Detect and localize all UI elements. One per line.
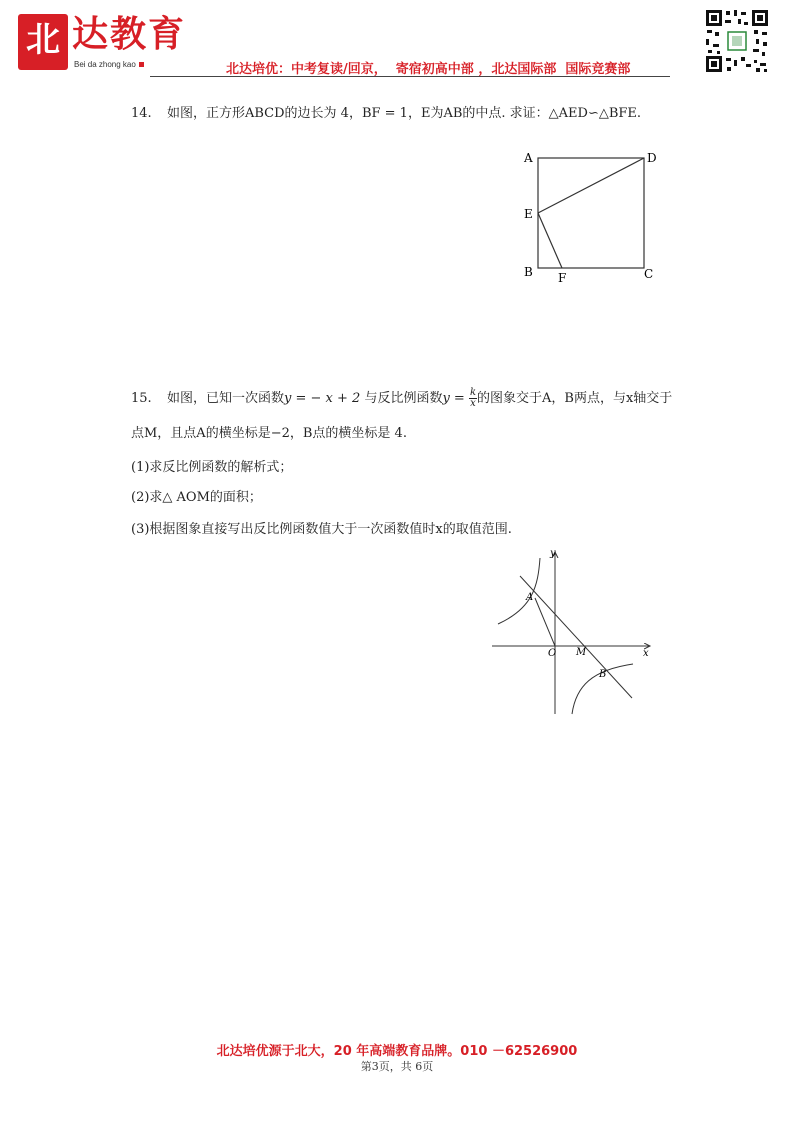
- logo-text: 达教育: [72, 13, 187, 55]
- question-14-number: 14.: [131, 106, 152, 121]
- question-15-part1: (1)求反比例函数的解析式；: [131, 460, 293, 475]
- question-15-fraction: [469, 388, 477, 409]
- hyperbola-branch-upper: [498, 558, 540, 624]
- label-f: F: [558, 271, 567, 285]
- label-b: B: [524, 265, 533, 279]
- fraction-numerator: k: [469, 387, 477, 398]
- question-14: [131, 104, 641, 124]
- fraction-denominator: x: [470, 398, 476, 409]
- logo-dot: [139, 62, 144, 67]
- square-abcd: [538, 158, 644, 268]
- label-o: O: [548, 648, 557, 659]
- question-15-pre: 如图，已知一次函数: [167, 391, 285, 406]
- label-d: D: [647, 151, 657, 165]
- segment-oa: [535, 598, 555, 646]
- label-e: E: [524, 207, 533, 221]
- question-14-text: 如图，正方形ABCD的边长为 4，BF = 1，E为AB的中点. 求证：△AED∽△BFE.: [167, 106, 642, 121]
- label-m: M: [576, 647, 587, 658]
- linear-function-line: [520, 576, 632, 698]
- page-number: 第3页，共 6页: [360, 1060, 434, 1073]
- logo-glyph: 北: [26, 20, 60, 60]
- label-c: C: [644, 267, 654, 281]
- question-15-line2: 点M，且点A的横坐标是−2，B点的横坐标是 4.: [131, 426, 407, 441]
- question-15-inverse-lhs: y =: [442, 391, 469, 406]
- header-tagline: 北达培优：中考复读/回京， 寄宿初高中部 ，北达国际部 国际竞赛部: [226, 62, 631, 77]
- square-figure: [520, 148, 660, 288]
- segment-ef: [538, 213, 562, 268]
- question-15-line1: [131, 388, 672, 409]
- segment-ed: [538, 158, 644, 213]
- question-15-part2: (2)求△ AOM的面积；: [131, 490, 262, 505]
- footer-slogan: 北达培优源于北大，20 年高端教育品牌。010 －62526900: [216, 1044, 578, 1059]
- label-a: A: [524, 151, 533, 165]
- label-y: y: [550, 548, 556, 559]
- logo-subtitle-text: Bei da zhong kao: [74, 60, 136, 69]
- qr-code-icon: [704, 8, 770, 74]
- question-15-number: 15.: [131, 391, 152, 406]
- question-15-part3: (3)根据图象直接写出反比例函数值大于一次函数值时x的取值范围.: [131, 522, 512, 537]
- label-x: x: [643, 648, 649, 659]
- logo-subtitle: [74, 60, 144, 69]
- logo-block: [18, 14, 68, 70]
- header-divider: [150, 76, 670, 77]
- label-a-point: A: [526, 592, 534, 603]
- question-15-linear-fn: y = − x + 2: [284, 391, 361, 406]
- question-15-post: 的图象交于A，B两点，与x轴交于: [477, 391, 673, 406]
- function-graph: [488, 546, 658, 718]
- label-b-point: B: [599, 669, 607, 680]
- question-15-mid: 与反比例函数: [360, 391, 443, 406]
